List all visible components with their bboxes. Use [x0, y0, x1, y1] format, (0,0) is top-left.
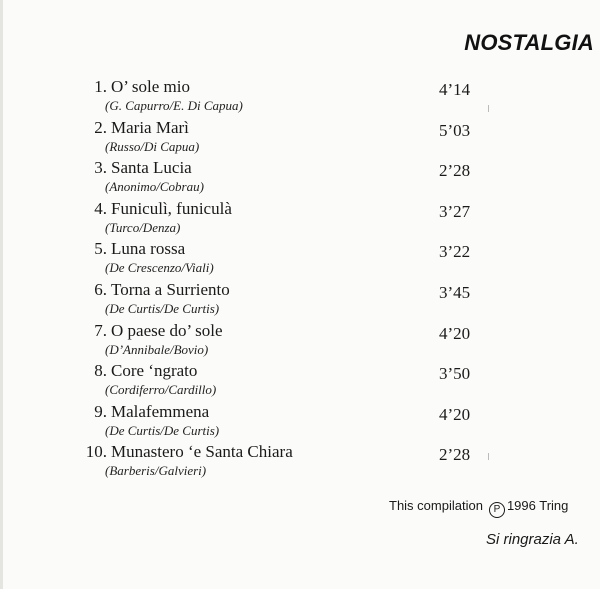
track-title: O paese do’ sole [111, 320, 223, 340]
thanks-note: Si ringrazia A. [486, 531, 579, 548]
track-credit: (De Crescenzo/Viali) [105, 260, 214, 276]
track-title: O’ sole mio [111, 77, 191, 96]
track-row [0, 239, 600, 279]
track-number: 3. [94, 158, 107, 178]
track-title: Luna rossa [111, 239, 186, 259]
track-duration: 3’27 [439, 201, 471, 221]
track-credit: (Turco/Denza) [105, 219, 181, 235]
track-duration: 3’22 [439, 242, 471, 262]
track-credit: (G. Capurro/E. Di Capua) [105, 98, 243, 113]
track-credit: (D’Annibale/Bovio) [105, 341, 209, 357]
track-title: Maria Marì [111, 117, 189, 137]
track-row [0, 158, 600, 198]
track-number: 6. [94, 280, 107, 299]
compilation-year: 1996 Tring [506, 498, 569, 513]
track-row [0, 321, 600, 361]
compilation-note [389, 498, 568, 518]
track-number: 5. [94, 239, 107, 259]
track-row [0, 402, 600, 442]
track-row [0, 442, 600, 482]
track-duration: 2’28 [439, 445, 471, 465]
track-title: Torna a Surriento [111, 280, 230, 299]
track-duration: 3’45 [439, 283, 471, 302]
track-row [0, 280, 600, 320]
track-title: Munastero ‘e Santa Chiara [111, 442, 293, 462]
track-row [0, 77, 600, 117]
track-row [0, 361, 600, 401]
track-credit: (Russo/Di Capua) [105, 138, 200, 154]
track-number: 4. [94, 198, 107, 218]
track-title: Malafemmena [111, 401, 210, 421]
track-credit: (De Curtis/De Curtis) [105, 301, 220, 316]
track-duration: 5’03 [439, 120, 471, 140]
track-title: Santa Lucia [111, 158, 192, 178]
scan-speck [488, 105, 489, 112]
track-duration: 4’20 [439, 323, 471, 343]
track-row [0, 199, 600, 239]
track-credit: (Cordiferro/Cardillo) [105, 382, 217, 398]
track-credit: (Anonimo/Cobrau) [105, 179, 204, 195]
track-duration: 3’50 [439, 364, 471, 384]
track-number: 8. [94, 361, 107, 381]
track-duration: 4’14 [439, 80, 471, 99]
compilation-label: This compilation [389, 498, 483, 513]
track-credit: (Barberis/Galvieri) [105, 463, 207, 479]
track-number: 7. [94, 320, 107, 340]
track-number: 10. [85, 442, 107, 462]
track-number: 9. [94, 401, 107, 421]
album-title: NOSTALGIA [464, 30, 594, 55]
track-duration: 2’28 [439, 161, 471, 181]
track-number: 2. [94, 117, 107, 137]
track-title: Core ‘ngrato [111, 361, 198, 381]
track-title: Funiculì, funiculà [111, 198, 232, 218]
phonogram-copyright-icon: P [489, 502, 505, 518]
track-duration: 4’20 [439, 404, 471, 424]
track-row [0, 118, 600, 158]
track-credit: (De Curtis/De Curtis) [105, 422, 220, 438]
scan-speck [488, 453, 489, 460]
track-number: 1. [94, 77, 107, 96]
